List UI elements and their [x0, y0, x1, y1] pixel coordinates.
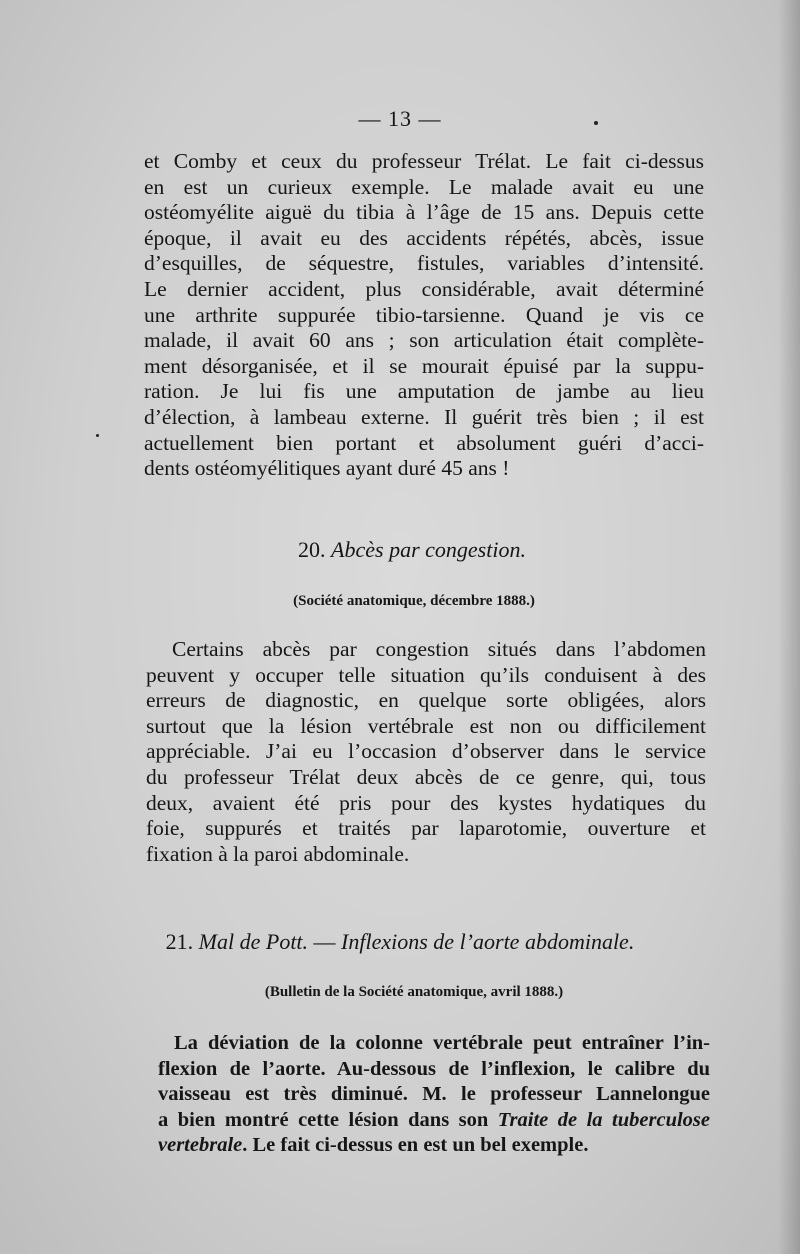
- text-line: époque, il avait eu des accidents répétés, abcès, issue: [144, 225, 704, 250]
- text-line: foie, suppurés et traités par laparotomie, ouverture et: [146, 816, 706, 841]
- book-title-continued: vertebrale: [158, 1134, 243, 1157]
- section-20-source: (Société anatomique, décembre 1888.): [293, 593, 535, 609]
- text-line: Certains abcès par congestion situés dans l’abdomen: [172, 637, 706, 661]
- section-21-title-part1: Mal de Pott.: [198, 929, 309, 954]
- text-line: une arthrite suppurée tibio-tarsienne. Quand je vis ce: [144, 302, 704, 327]
- text-line: flexion de l’aorte. Au-dessous de l’inflexion, le calibre du: [158, 1057, 710, 1080]
- section-21-number: 21.: [165, 929, 194, 954]
- section-21-heading: [0, 929, 800, 955]
- section-21-title-part2: Inflexions de l’aorte abdominale.: [341, 929, 635, 954]
- section-20-heading: [0, 537, 800, 563]
- text-line: du professeur Trélat deux abcès de ce genre, qui, tous: [146, 764, 706, 789]
- book-title: Traite de la tuberculose: [497, 1108, 710, 1131]
- text-line: peuvent y occuper telle situation qu’ils conduisent à des: [146, 662, 706, 687]
- text-line: Le dernier accident, plus considérable, avait déterminé: [144, 276, 704, 301]
- section-21-dash: —: [308, 929, 342, 954]
- text-line: ration. Je lui fis une amputation de jambe au lieu: [144, 379, 704, 404]
- text-line: [158, 1133, 710, 1159]
- text-line: erreurs de diagnostic, en quelque sorte obligées, alors: [146, 688, 706, 713]
- text-line: appréciable. J’ai eu l’occasion d’observer dans le service: [146, 739, 706, 764]
- paragraph-3: [158, 1031, 710, 1159]
- section-20-title: Abcès par congestion.: [331, 537, 526, 562]
- text-line: fixation à la paroi abdominale.: [146, 841, 410, 866]
- ink-speck: [594, 121, 598, 125]
- text-line: ment désorganisée, et il se mourait épuisé par la suppu-: [144, 353, 704, 378]
- paragraph-2: [146, 637, 706, 867]
- text-line: dents ostéomyélitiques ayant duré 45 ans !: [144, 456, 510, 481]
- text-line: d’élection, à lambeau externe. Il guérit très bien ; il est: [144, 404, 704, 429]
- text-line: surtout que la lésion vertébrale est non ou difficilement: [146, 713, 706, 738]
- text-line: et Comby et ceux du professeur Trélat. Le fait ci-dessus: [144, 149, 704, 173]
- text-line: en est un curieux exemple. Le malade avait eu une: [144, 174, 704, 199]
- text-line: ostéomyélite aiguë du tibia à l’âge de 15 ans. Depuis cette: [144, 200, 704, 225]
- section-21-source: (Bulletin de la Société anatomique, avril 1888.): [264, 984, 564, 1000]
- page-number: — 13 —: [358, 106, 442, 131]
- text-line: actuellement bien portant et absolument guéri d’acci-: [144, 430, 704, 455]
- text-line: [158, 1108, 710, 1134]
- ink-speck: [96, 434, 99, 437]
- text-line: malade, il avait 60 ans ; son articulation était complète-: [144, 328, 704, 353]
- text-line: deux, avaient été pris pour des kystes hydatiques du: [146, 790, 706, 815]
- section-20-number: 20.: [298, 537, 326, 562]
- paragraph-1: [144, 149, 704, 482]
- text-fragment: a bien montré cette lésion dans son: [158, 1108, 498, 1131]
- text-line: La déviation de la colonne vertébrale peut entraîner l’in-: [174, 1032, 710, 1054]
- text-fragment: . Le fait ci-dessus en est un bel exemple.: [242, 1134, 589, 1157]
- text-line: vaisseau est très diminué. M. le professeur Lannelongue: [158, 1083, 710, 1106]
- page-edge-shadow: [778, 0, 800, 1254]
- text-line: d’esquilles, de séquestre, fistules, variables d’intensité.: [144, 251, 704, 276]
